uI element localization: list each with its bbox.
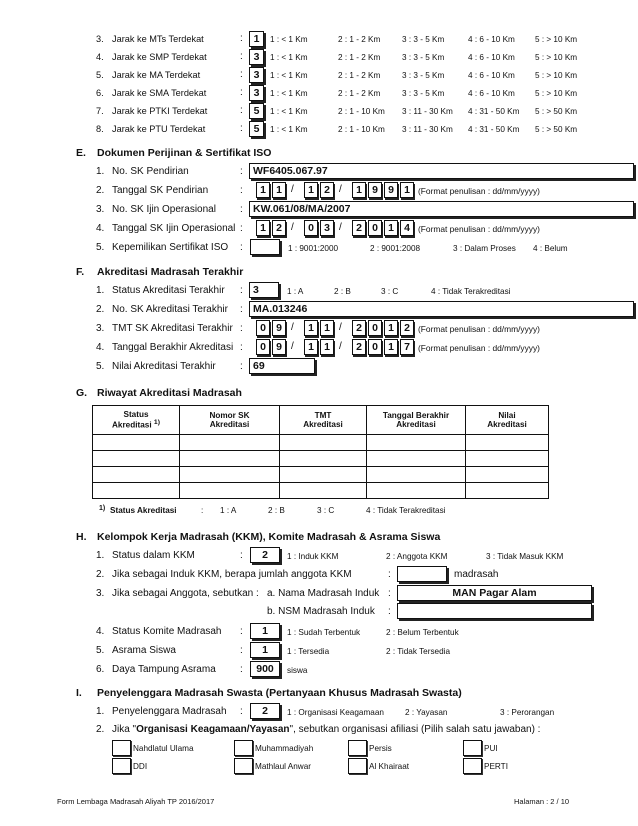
colon: : — [240, 285, 243, 296]
org-label: DDI — [133, 762, 148, 771]
org-label: Mathlaul Anwar — [255, 762, 311, 771]
distance-option: 5 : > 10 Km — [535, 35, 578, 44]
status-kkm-field[interactable]: 2 — [250, 547, 280, 563]
f5-label: Nilai Akreditasi Terakhir — [112, 361, 216, 372]
section-f-title: Akreditasi Madrasah Terakhir — [97, 266, 244, 278]
colon: : — [240, 87, 243, 98]
status-akreditasi-field[interactable]: 3 — [249, 282, 279, 298]
org-checkbox[interactable] — [112, 758, 131, 774]
section-g-letter: G. — [76, 387, 88, 399]
colon: : — [388, 588, 391, 599]
e3-label: No. SK Ijin Operasional — [112, 204, 216, 215]
date-digit[interactable]: 0 — [368, 339, 382, 355]
f4-label: Tanggal Berakhir Akreditasi — [112, 342, 234, 353]
dist-num: 5. — [96, 70, 104, 80]
date-digit[interactable]: 2 — [400, 320, 414, 336]
date-digit[interactable]: 1 — [304, 320, 318, 336]
nsm-madrasah-induk-field[interactable] — [397, 603, 592, 619]
date-separator: / — [339, 341, 342, 352]
date-digit[interactable]: 9 — [368, 182, 382, 198]
org-label: Al Khairaat — [369, 762, 410, 771]
jumlah-anggota-field[interactable] — [397, 566, 447, 582]
distance-option: 4 : 6 - 10 Km — [468, 35, 515, 44]
date-digit[interactable]: 3 — [320, 220, 334, 236]
distance-value-box[interactable]: 1 — [249, 31, 264, 47]
penyelenggara-field[interactable]: 2 — [250, 703, 280, 719]
f3-num: 3. — [96, 323, 105, 334]
section-e-letter: E. — [76, 147, 86, 159]
date-format-hint: (Format penulisan : dd/mm/yyyy) — [418, 224, 540, 234]
date-digit[interactable]: 1 — [384, 339, 398, 355]
col-status-akreditasi: Status Akreditasi $^{1)}$ — [93, 406, 180, 435]
colon: : — [240, 550, 243, 561]
dist-num: 8. — [96, 124, 104, 134]
iso-value-box[interactable] — [250, 239, 280, 255]
distance-value-box[interactable]: 3 — [249, 85, 264, 101]
daya-tampung-field[interactable]: 900 — [250, 661, 280, 677]
date-digit[interactable]: 0 — [256, 320, 270, 336]
distance-option: 2 : 1 - 2 Km — [338, 53, 381, 62]
distance-value-box[interactable]: 3 — [249, 67, 264, 83]
date-digit[interactable]: 9 — [272, 320, 286, 336]
h3a-label: a. Nama Madrasah Induk — [267, 588, 380, 599]
h5-num: 5. — [96, 645, 105, 656]
h6-label: Daya Tampung Asrama — [112, 664, 216, 675]
colon: : — [240, 664, 243, 675]
dist-label: Jarak ke MA Terdekat — [112, 70, 201, 80]
distance-option: 4 : 6 - 10 Km — [468, 71, 515, 80]
distance-option: 4 : 6 - 10 Km — [468, 89, 515, 98]
date-format-hint: (Format penulisan : dd/mm/yyyy) — [418, 186, 540, 196]
h6-num: 6. — [96, 664, 105, 675]
distance-option: 4 : 31 - 50 Km — [468, 107, 520, 116]
komite-opt-2: 2 : Belum Terbentuk — [386, 628, 459, 637]
colon: : — [388, 569, 391, 580]
e3-num: 3. — [96, 204, 105, 215]
distance-option: 1 : < 1 Km — [270, 71, 308, 80]
date-digit[interactable]: 1 — [352, 182, 366, 198]
note-opt-tidak: 4 : Tidak Terakreditasi — [366, 506, 446, 515]
date-digit[interactable]: 2 — [320, 182, 334, 198]
section-h-title: Kelompok Kerja Madrasah (KKM), Komite Madrasah & Asrama Siswa — [97, 531, 441, 543]
sk-ijin-operasional-field[interactable]: KW.061/08/MA/2007 — [249, 201, 634, 217]
colon: : — [240, 105, 243, 116]
dist-num: 4. — [96, 52, 104, 62]
date-digit[interactable]: 2 — [352, 339, 366, 355]
section-f-letter: F. — [76, 266, 85, 278]
f5-num: 5. — [96, 361, 105, 372]
date-digit[interactable]: 9 — [384, 182, 398, 198]
h1-label: Status dalam KKM — [112, 550, 195, 561]
colon: : — [240, 123, 243, 134]
distance-option: 3 : 3 - 5 Km — [402, 53, 445, 62]
distance-option: 3 : 3 - 5 Km — [402, 71, 445, 80]
col-tmt: TMT Akreditasi — [280, 406, 367, 435]
colon: : — [240, 304, 243, 315]
date-format-hint: (Format penulisan : dd/mm/yyyy) — [418, 324, 540, 334]
iso-opt-4: 4 : Belum — [533, 244, 568, 253]
colon: : — [240, 33, 243, 44]
distance-option: 3 : 11 - 30 Km — [402, 125, 453, 134]
f4-num: 4. — [96, 342, 105, 353]
section-i-letter: I. — [76, 687, 82, 699]
distance-option: 5 : > 50 Km — [535, 125, 578, 134]
date-separator: / — [339, 184, 342, 195]
asrama-field[interactable]: 1 — [250, 642, 280, 658]
riwayat-akreditasi-table — [92, 405, 549, 499]
org-label: Muhammadiyah — [255, 744, 314, 753]
h2-label: Jika sebagai Induk KKM, berapa jumlah anggota KKM — [112, 569, 352, 580]
madrasah-unit: madrasah — [454, 569, 499, 580]
h3-label: Jika sebagai Anggota, sebutkan : — [112, 588, 259, 599]
distance-option: 2 : 1 - 2 Km — [338, 71, 381, 80]
peny-opt-1: 1 : Organisasi Keagamaan — [287, 708, 384, 717]
date-digit[interactable]: 2 — [352, 220, 366, 236]
e5-label: Kepemilikan Sertifikat ISO — [112, 242, 229, 253]
colon: : — [240, 706, 243, 717]
distance-value-box[interactable]: 5 — [249, 121, 264, 137]
note-label: Status Akreditasi — [110, 506, 177, 515]
date-digit[interactable]: 1 — [256, 220, 270, 236]
distance-value-box[interactable]: 5 — [249, 103, 264, 119]
distance-option: 1 : < 1 Km — [270, 107, 308, 116]
peny-opt-2: 2 : Yayasan — [405, 708, 448, 717]
date-separator: / — [291, 184, 294, 195]
org-label: PERTI — [484, 762, 508, 771]
distance-option: 1 : < 1 Km — [270, 125, 308, 134]
colon: : — [240, 69, 243, 80]
date-digit[interactable]: 1 — [272, 182, 286, 198]
date-digit[interactable]: 1 — [256, 182, 270, 198]
colon: : — [240, 166, 243, 177]
akr-opt-c: 3 : C — [381, 287, 399, 296]
status-komite-field[interactable]: 1 — [250, 623, 280, 639]
colon: : — [240, 323, 243, 334]
colon: : — [240, 185, 243, 196]
distance-option: 5 : > 50 Km — [535, 107, 578, 116]
dist-label: Jarak ke PTKI Terdekat — [112, 106, 208, 116]
f1-label: Status Akreditasi Terakhir — [112, 285, 225, 296]
e4-num: 4. — [96, 223, 105, 234]
kkm-opt-3: 3 : Tidak Masuk KKM — [486, 552, 564, 561]
i1-num: 1. — [96, 706, 105, 717]
colon: : — [240, 342, 243, 353]
siswa-unit: siswa — [287, 666, 308, 675]
h4-label: Status Komite Madrasah — [112, 626, 222, 637]
note-opt-c: 3 : C — [317, 506, 335, 515]
iso-opt-3: 3 : Dalam Proses — [453, 244, 516, 253]
date-digit[interactable]: 1 — [400, 182, 414, 198]
dist-label: Jarak ke PTU Terdekat — [112, 124, 206, 134]
h5-label: Asrama Siswa — [112, 645, 176, 656]
dist-num: 3. — [96, 34, 104, 44]
colon: : — [240, 626, 243, 637]
org-checkbox[interactable] — [348, 758, 367, 774]
date-digit[interactable]: 0 — [368, 220, 382, 236]
dist-label: Jarak ke SMA Terdekat — [112, 88, 207, 98]
org-label: PUI — [484, 744, 498, 753]
distance-option: 1 : < 1 Km — [270, 53, 308, 62]
date-digit[interactable]: 0 — [304, 220, 318, 236]
col-nilai: Nilai Akreditasi — [466, 406, 549, 435]
peny-opt-3: 3 : Perorangan — [500, 708, 555, 717]
e1-label: No. SK Pendirian — [112, 166, 189, 177]
date-separator: / — [291, 322, 294, 333]
i2-num: 2. — [96, 724, 105, 735]
distance-option: 3 : 3 - 5 Km — [402, 89, 445, 98]
org-checkbox[interactable] — [463, 740, 482, 756]
date-digit[interactable]: 1 — [320, 339, 334, 355]
f3-label: TMT SK Akreditasi Terakhir — [112, 323, 233, 334]
date-digit[interactable]: 1 — [384, 320, 398, 336]
f2-num: 2. — [96, 304, 105, 315]
date-digit[interactable]: 1 — [304, 182, 318, 198]
asrama-opt-2: 2 : Tidak Tersedia — [386, 647, 451, 656]
e2-num: 2. — [96, 185, 105, 196]
colon: : — [240, 361, 243, 372]
dist-num: 7. — [96, 106, 104, 116]
e1-num: 1. — [96, 166, 105, 177]
i1-label: Penyelenggara Madrasah — [112, 706, 227, 717]
table-row — [93, 467, 549, 483]
colon: : — [240, 242, 243, 253]
e4-label: Tanggal SK Ijin Operasional — [112, 223, 236, 234]
distance-option: 5 : > 10 Km — [535, 71, 578, 80]
distance-option: 5 : > 10 Km — [535, 53, 578, 62]
distance-value-box[interactable]: 3 — [249, 49, 264, 65]
colon: : — [240, 51, 243, 62]
akr-opt-a: 1 : A — [287, 287, 304, 296]
dist-num: 6. — [96, 88, 104, 98]
date-digit[interactable]: 1 — [320, 320, 334, 336]
date-format-hint: (Format penulisan : dd/mm/yyyy) — [418, 343, 540, 353]
date-separator: / — [339, 322, 342, 333]
asrama-opt-1: 1 : Tersedia — [287, 647, 330, 656]
date-digit[interactable]: 2 — [352, 320, 366, 336]
akr-opt-tidak: 4 : Tidak Terakreditasi — [431, 287, 511, 296]
colon: : — [240, 204, 243, 215]
distance-option: 1 : < 1 Km — [270, 89, 308, 98]
colon: : — [240, 645, 243, 656]
colon: : — [388, 606, 391, 617]
f1-num: 1. — [96, 285, 105, 296]
section-g-title: Riwayat Akreditasi Madrasah — [97, 387, 242, 399]
distance-option: 3 : 11 - 30 Km — [402, 107, 453, 116]
org-checkbox[interactable] — [234, 740, 253, 756]
date-digit[interactable]: 1 — [304, 339, 318, 355]
dist-label: Jarak ke SMP Terdekat — [112, 52, 207, 62]
section-h-letter: H. — [76, 531, 87, 543]
org-checkbox[interactable] — [463, 758, 482, 774]
org-label: Nahdlatul Ulama — [133, 744, 194, 753]
e5-num: 5. — [96, 242, 105, 253]
note-opt-a: 1 : A — [220, 506, 237, 515]
table-row — [93, 435, 549, 451]
h1-num: 1. — [96, 550, 105, 561]
date-digit[interactable]: 2 — [272, 220, 286, 236]
f2-label: No. SK Akreditasi Terakhir — [112, 304, 228, 315]
akr-opt-b: 2 : B — [334, 287, 351, 296]
distance-option: 2 : 1 - 10 Km — [338, 125, 385, 134]
iso-opt-2: 2 : 9001:2008 — [370, 244, 421, 253]
note-sup: 1) — [99, 505, 106, 512]
date-digit[interactable]: 1 — [384, 220, 398, 236]
org-label: Persis — [369, 744, 392, 753]
col-nomor-sk: Nomor SK Akreditasi — [180, 406, 280, 435]
dist-label: Jarak ke MTs Terdekat — [112, 34, 204, 44]
distance-option: 2 : 1 - 10 Km — [338, 107, 385, 116]
distance-option: 5 : > 10 Km — [535, 89, 578, 98]
nilai-akreditasi-field[interactable]: 69 — [249, 358, 315, 374]
org-checkbox[interactable] — [348, 740, 367, 756]
distance-option: 2 : 1 - 2 Km — [338, 35, 381, 44]
org-checkbox[interactable] — [112, 740, 131, 756]
section-i-title: Penyelenggara Madrasah Swasta (Pertanyaan Khusus Madrasah Swasta) — [97, 687, 462, 699]
sk-pendirian-field[interactable]: WF6405.067.97 — [249, 163, 634, 179]
date-separator: / — [339, 222, 342, 233]
date-digit[interactable]: 4 — [400, 220, 414, 236]
section-e-title: Dokumen Perijinan & Sertifikat ISO — [97, 147, 272, 159]
distance-option: 3 : 3 - 5 Km — [402, 35, 445, 44]
distance-option: 4 : 6 - 10 Km — [468, 53, 515, 62]
table-row — [93, 483, 549, 499]
nama-madrasah-induk-field[interactable]: MAN Pagar Alam — [397, 585, 592, 601]
colon: : — [240, 223, 243, 234]
iso-opt-1: 1 : 9001:2000 — [288, 244, 339, 253]
date-digit[interactable]: 0 — [256, 339, 270, 355]
date-separator: / — [291, 341, 294, 352]
h4-num: 4. — [96, 626, 105, 637]
h3b-label: b. NSM Madrasah Induk — [267, 606, 375, 617]
note-opt-b: 2 : B — [268, 506, 285, 515]
org-checkbox[interactable] — [234, 758, 253, 774]
sk-akreditasi-field[interactable]: MA.013246 — [249, 301, 634, 317]
distance-option: 2 : 1 - 2 Km — [338, 89, 381, 98]
colon: : — [201, 506, 204, 515]
date-digit[interactable]: 7 — [400, 339, 414, 355]
i2-question: Jika "Organisasi Keagamaan/Yayasan", sebutkan organisasi afiliasi (Pilih salah satu jawaban) : — [112, 724, 541, 735]
e2-label: Tanggal SK Pendirian — [112, 185, 209, 196]
h3-num: 3. — [96, 588, 105, 599]
date-digit[interactable]: 0 — [368, 320, 382, 336]
col-tanggal-berakhir: Tanggal Berakhir Akreditasi — [367, 406, 466, 435]
footer-page: Halaman : 2 / 10 — [514, 797, 570, 806]
distance-option: 1 : < 1 Km — [270, 35, 308, 44]
table-row — [93, 451, 549, 467]
distance-option: 4 : 31 - 50 Km — [468, 125, 520, 134]
date-separator: / — [291, 222, 294, 233]
footer-left: Form Lembaga Madrasah Aliyah TP 2016/2017 — [57, 797, 215, 806]
kkm-opt-1: 1 : Induk KKM — [287, 552, 339, 561]
komite-opt-1: 1 : Sudah Terbentuk — [287, 628, 361, 637]
kkm-opt-2: 2 : Anggota KKM — [386, 552, 448, 561]
h2-num: 2. — [96, 569, 105, 580]
date-digit[interactable]: 9 — [272, 339, 286, 355]
